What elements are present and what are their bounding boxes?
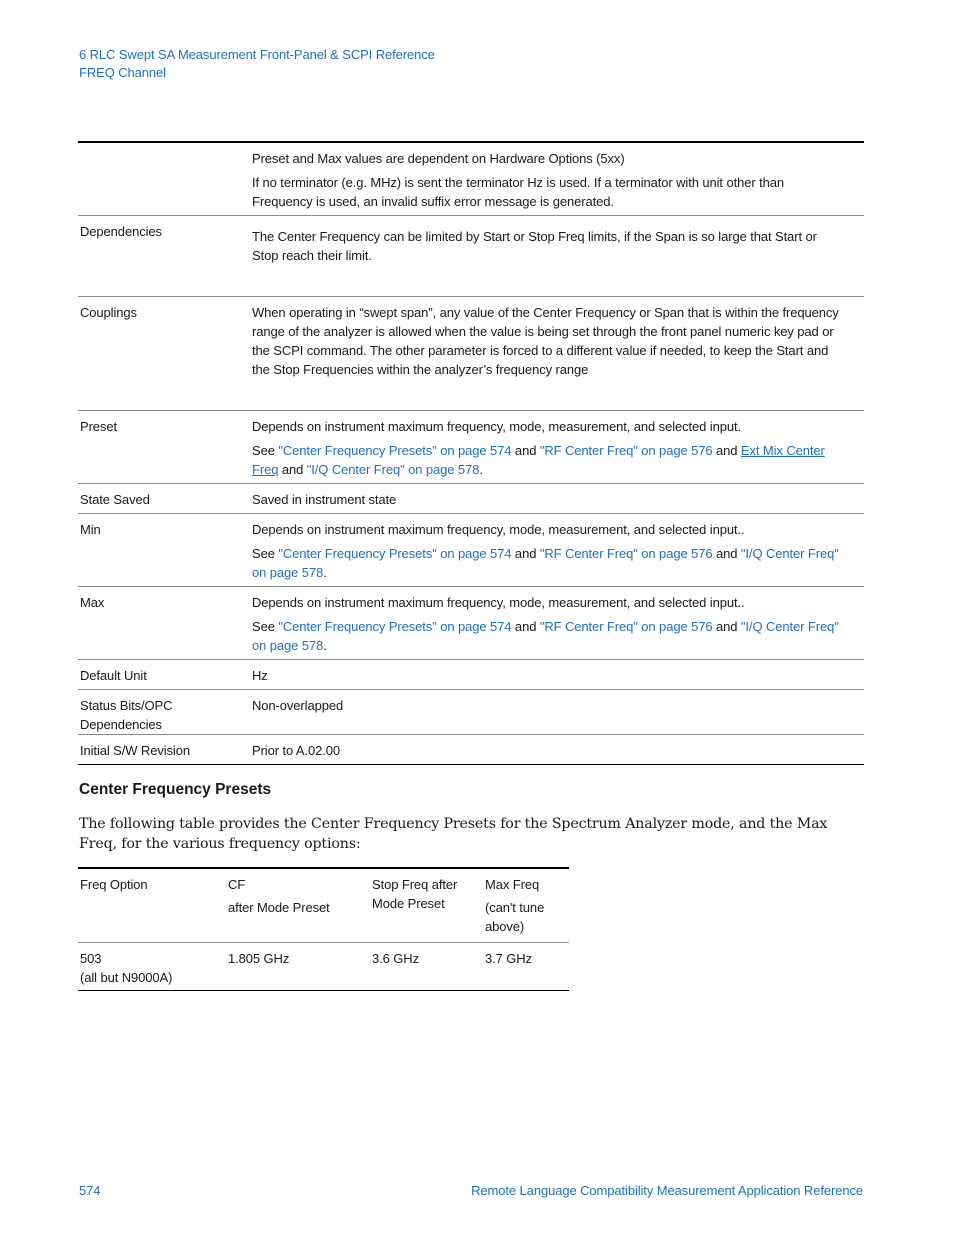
row-label xyxy=(78,143,252,215)
value-paragraph xyxy=(252,520,844,539)
header-row xyxy=(78,869,569,943)
row-value xyxy=(252,297,864,410)
row-label: Status Bits/OPC Dependencies xyxy=(80,698,173,732)
cell-text: Max Freq xyxy=(485,877,540,892)
value-text: Saved in instrument state xyxy=(252,492,397,507)
cross-reference-link[interactable]: "I/Q Center Freq" on page 578 xyxy=(252,619,839,653)
row-value xyxy=(252,216,864,296)
cross-reference-link[interactable]: "Center Frequency Presets" on page 574 xyxy=(278,546,512,561)
value-paragraph xyxy=(252,303,844,379)
cross-reference-link[interactable]: "RF Center Freq" on page 576 xyxy=(539,443,713,458)
section-heading: Center Frequency Presets xyxy=(79,781,272,798)
row-value xyxy=(252,660,864,689)
table-cell xyxy=(226,869,370,942)
value-text: and xyxy=(712,619,741,634)
cell-text: (can't tune above) xyxy=(485,900,545,934)
table-row xyxy=(78,143,864,216)
value-paragraph xyxy=(252,417,844,436)
row-label: Couplings xyxy=(80,305,137,320)
table-row xyxy=(78,514,864,587)
cross-reference-link[interactable]: "RF Center Freq" on page 576 xyxy=(539,619,713,634)
row-value xyxy=(252,411,864,483)
value-text: and xyxy=(712,546,741,561)
value-text: The Center Frequency can be limited by Start or Stop Freq limits, if the Span is so large that Start or Stop reach their limit. xyxy=(252,229,817,263)
table-row xyxy=(78,411,864,484)
cell-text: 1.805 GHz xyxy=(228,951,290,966)
running-header xyxy=(79,46,435,82)
cell-text: 3.6 GHz xyxy=(372,951,419,966)
value-text: Depends on instrument maximum frequency, mode, measurement, and selected input.. xyxy=(252,522,745,537)
value-text: If no terminator (e.g. MHz) is sent the terminator Hz is used. If a terminator with unit other than Frequency is used, an invalid suffix error message is generated. xyxy=(252,175,784,209)
row-label: Default Unit xyxy=(80,668,147,683)
table-row xyxy=(78,660,864,690)
footer-title: Remote Language Compatibility Measurement Application Reference xyxy=(471,1183,863,1198)
cross-reference-link[interactable]: "RF Center Freq" on page 576 xyxy=(539,546,713,561)
value-paragraph xyxy=(252,617,844,655)
value-text: Prior to A.02.00 xyxy=(252,743,341,758)
cell-text: Stop Freq after Mode Preset xyxy=(372,877,458,911)
value-text: Non-overlapped xyxy=(252,698,344,713)
row-value xyxy=(252,484,864,513)
cross-reference-link[interactable]: "I/Q Center Freq" on page 578 xyxy=(306,462,480,477)
row-value xyxy=(252,587,864,659)
value-text: and xyxy=(511,619,540,634)
page-number: 574 xyxy=(79,1183,101,1198)
frequency-presets-table xyxy=(78,867,569,991)
cross-reference-link[interactable]: "Center Frequency Presets" on page 574 xyxy=(278,443,512,458)
row-label: Dependencies xyxy=(80,224,162,239)
cross-reference-link[interactable]: Ext Mix Center Freq xyxy=(252,443,825,477)
table-row xyxy=(78,690,864,735)
value-paragraph xyxy=(252,666,844,685)
value-paragraph xyxy=(252,741,844,760)
value-paragraph xyxy=(252,441,844,479)
table-row xyxy=(78,216,864,297)
cell-text: Freq Option xyxy=(80,877,148,892)
row-label: State Saved xyxy=(80,492,150,507)
cell-text: 3.7 GHz xyxy=(485,951,532,966)
table-cell xyxy=(483,943,569,990)
cross-reference-link[interactable]: "Center Frequency Presets" on page 574 xyxy=(278,619,512,634)
row-value xyxy=(252,143,864,215)
value-paragraph xyxy=(252,544,844,582)
value-text: and xyxy=(278,462,307,477)
value-text: Preset and Max values are dependent on Hardware Options (5xx) xyxy=(252,151,625,166)
value-paragraph xyxy=(252,227,844,265)
table-cell xyxy=(226,943,370,990)
value-text: . xyxy=(323,565,327,580)
value-paragraph xyxy=(252,173,844,211)
table-row xyxy=(78,735,864,765)
value-text: When operating in “swept span”, any value of the Center Frequency or Span that is within the frequency range of the analyzer is allowed when the value is being set through the front panel numeric key pad or the SCPI command. The other parameter is forced to a different value if needed, to keep the Start and the Stop Frequencies within the analyzer’s frequency range xyxy=(252,305,839,377)
cell-text: 503 xyxy=(80,951,102,966)
table-row xyxy=(78,297,864,411)
row-label: Max xyxy=(80,595,105,610)
value-text: Depends on instrument maximum frequency, mode, measurement, and selected input. xyxy=(252,419,742,434)
value-text: . xyxy=(479,462,483,477)
parameter-table xyxy=(78,141,864,765)
value-text: . xyxy=(323,638,327,653)
table-cell xyxy=(483,869,569,942)
table-cell xyxy=(370,943,483,990)
table-cell xyxy=(78,943,226,990)
cell-text: after Mode Preset xyxy=(228,900,330,915)
value-text: See xyxy=(252,546,279,561)
section-paragraph: The following table provides the Center Frequency Presets for the Spectrum Analyzer mode, and the Max Freq, for the various frequency options: xyxy=(79,816,828,852)
value-text: See xyxy=(252,619,279,634)
data-row xyxy=(78,943,569,991)
row-label: Preset xyxy=(80,419,117,434)
value-text: and xyxy=(511,546,540,561)
row-label: Min xyxy=(80,522,101,537)
value-text: See xyxy=(252,443,279,458)
value-paragraph xyxy=(252,149,844,168)
section-title: FREQ Channel xyxy=(79,65,166,80)
cell-text: CF xyxy=(228,877,246,892)
cell-text: (all but N9000A) xyxy=(80,970,173,985)
table-row xyxy=(78,484,864,514)
table-cell xyxy=(78,869,226,942)
value-paragraph xyxy=(252,490,844,509)
value-text: and xyxy=(511,443,540,458)
value-text: and xyxy=(712,443,741,458)
row-label: Initial S/W Revision xyxy=(80,743,190,758)
row-value xyxy=(252,514,864,586)
chapter-title: 6 RLC Swept SA Measurement Front-Panel & SCPI Reference xyxy=(79,47,435,62)
table-row xyxy=(78,587,864,660)
table-cell xyxy=(370,869,483,942)
value-paragraph xyxy=(252,593,844,612)
value-text: Depends on instrument maximum frequency, mode, measurement, and selected input.. xyxy=(252,595,745,610)
value-text: Hz xyxy=(252,668,268,683)
cross-reference-link[interactable]: "I/Q Center Freq" on page 578 xyxy=(252,546,839,580)
value-paragraph xyxy=(252,696,844,715)
row-value xyxy=(252,690,864,734)
row-value xyxy=(252,735,864,764)
